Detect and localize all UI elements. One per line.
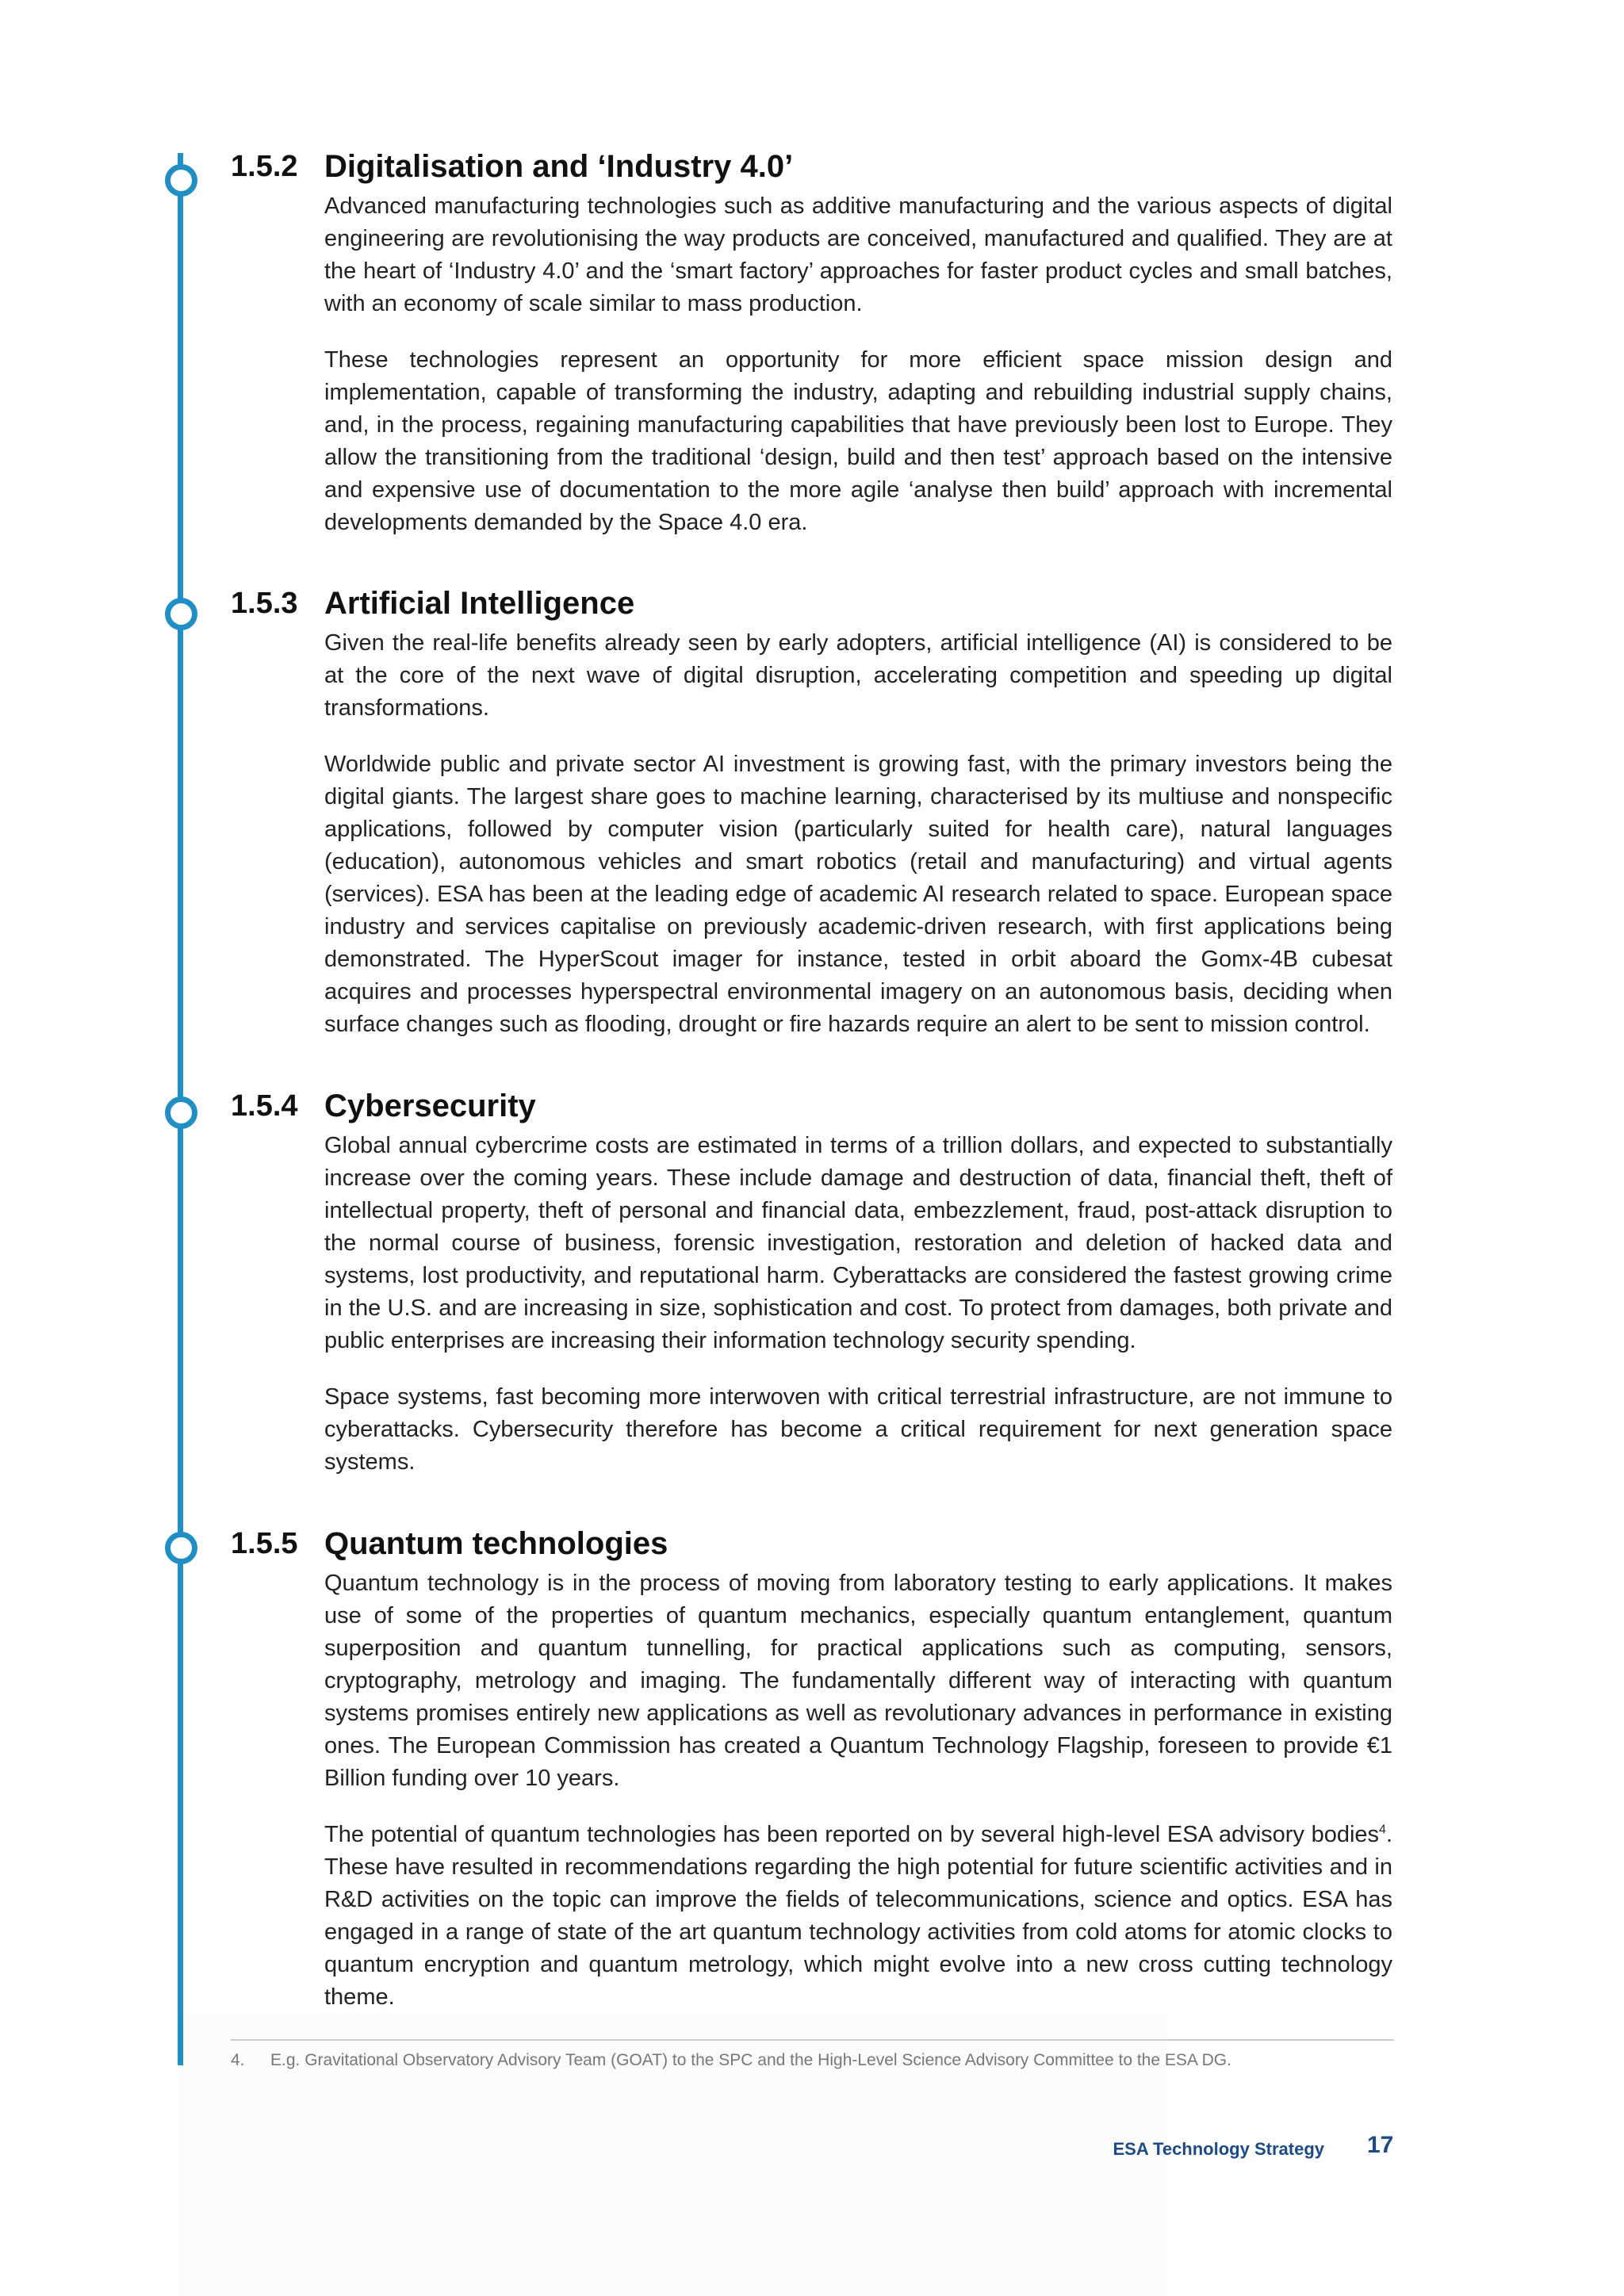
timeline-node-1-5-2 xyxy=(165,164,197,197)
section-body xyxy=(324,190,1392,563)
paragraph: Worldwide public and private sector AI investment is growing fast, with the primary investors being the digital giants. The largest share goes to machine learning, characterised by its multiuse and nonspecific applications, followed by computer vision (particularly suited for health care), natural languages (education), autonomous vehicles and smart robotics (retail and manufacturing) and virtual agents (services). ESA has been at the leading edge of academic AI research related to space. European space industry and services capitalise on previously academic-driven research, with first applications being demonstrated. The HyperScout imager for instance, tested in orbit aboard the Gomx-4B cubesat acquires and processes hyperspectral environmental imagery on an autonomous basis, deciding when surface changes such as flooding, drought or fire hazards require an alert to be sent to mission control. xyxy=(324,752,1392,1037)
paragraph: Quantum technology is in the process of moving from laboratory testing to early applications. It makes use of some of the properties of quantum mechanics, especially quantum entanglement, quantum superposition and quantum tunnelling, for practical applications such as computing, sensors, cryptography, metrology and imaging. The fundamentally different way of interacting with quantum systems promises entirely new applications as well as revolutionary advances in performance in existing ones. The European Commission has created a Quantum Technology Flagship, foreseen to provide €1 Billion funding over 10 years. xyxy=(324,1571,1392,1791)
paragraph: Given the real-life benefits already seen by early adopters, artificial intelligence (AI) is considered to be at the core of the next wave of digital disruption, accelerating competition and speeding up digital transformations. xyxy=(324,630,1392,721)
section-body xyxy=(324,1567,1392,2038)
section-body xyxy=(324,1130,1392,1502)
footnote xyxy=(231,2049,1394,2072)
paragraph xyxy=(324,1819,1392,2014)
paragraph: These technologies represent an opportunity for more efficient space mission design and implementation, capable of transforming the industry, adapting and rebuilding industrial supply chains, and, in the process, regaining manufacturing capabilities that have previously been lost to Europe. They allow the transitioning from the traditional ‘design, build and then test’ approach based on the intensive and expensive use of documentation to the more agile ‘analyse then build’ approach with incremental developments demanded by the Space 4.0 era. xyxy=(324,347,1392,535)
footnote-text: E.g. Gravitational Observatory Advisory Team (GOAT) to the SPC and the High-Level Science Advisory Committee to the ESA DG. xyxy=(270,2051,1231,2069)
page-number: 17 xyxy=(1367,2132,1394,2158)
section-title: Digitalisation and ‘Industry 4.0’ xyxy=(324,149,794,184)
section-title: Quantum technologies xyxy=(324,1526,668,1561)
footnote-divider xyxy=(231,2039,1394,2041)
paragraph: Advanced manufacturing technologies such as additive manufacturing and the various aspects of digital engineering are revolutionising the way products are conceived, manufactured and qualified. They are at the heart of ‘Industry 4.0’ and the ‘smart factory’ approaches for faster product cycles and small batches, with an economy of scale similar to mass production. xyxy=(324,193,1392,316)
section-number: 1.5.3 xyxy=(231,587,298,620)
paragraph: Space systems, fast becoming more interwoven with critical terrestrial infrastructure, are not immune to cyberattacks. Cybersecurity therefore has become a critical requirement for next generation space systems. xyxy=(324,1384,1392,1475)
footnote-reference[interactable]: 4 xyxy=(1379,1823,1386,1837)
section-body xyxy=(324,627,1392,1065)
section-number: 1.5.4 xyxy=(231,1089,298,1123)
section-number: 1.5.2 xyxy=(231,150,298,183)
timeline-node-1-5-5 xyxy=(165,1532,197,1564)
footnote-number: 4. xyxy=(231,2051,245,2069)
section-title: Artificial Intelligence xyxy=(324,586,635,621)
section-title: Cybersecurity xyxy=(324,1089,536,1123)
timeline-node-1-5-4 xyxy=(165,1096,197,1129)
section-number: 1.5.5 xyxy=(231,1527,298,1560)
paragraph-text: . These have resulted in recommendations regarding the high potential for future scientific activities and in R&D activities on the topic can improve the fields of telecommunications, science and optics. ESA has engaged in a range of state of the art quantum technology activities from cold atoms for atomic clocks to quantum encryption and quantum metrology, which might evolve into a new cross cutting technology theme. xyxy=(324,1822,1392,2010)
footer-document-title: ESA Technology Strategy xyxy=(1113,2139,1324,2159)
paragraph: Global annual cybercrime costs are estimated in terms of a trillion dollars, and expected to substantially increase over the coming years. These include damage and destruction of data, financial theft, theft of intellectual property, theft of personal and financial data, embezzlement, fraud, post-attack disruption to the normal course of business, forensic investigation, restoration and deletion of hacked data and systems, lost productivity, and reputational harm. Cyberattacks are considered the fastest growing crime in the U.S. and are increasing in size, sophistication and cost. To protect from damages, both private and public enterprises are increasing their information technology security spending. xyxy=(324,1133,1392,1353)
timeline-node-1-5-3 xyxy=(165,598,197,630)
paragraph-text: The potential of quantum technologies has been reported on by several high-level ESA advisory bodies xyxy=(324,1822,1380,1847)
